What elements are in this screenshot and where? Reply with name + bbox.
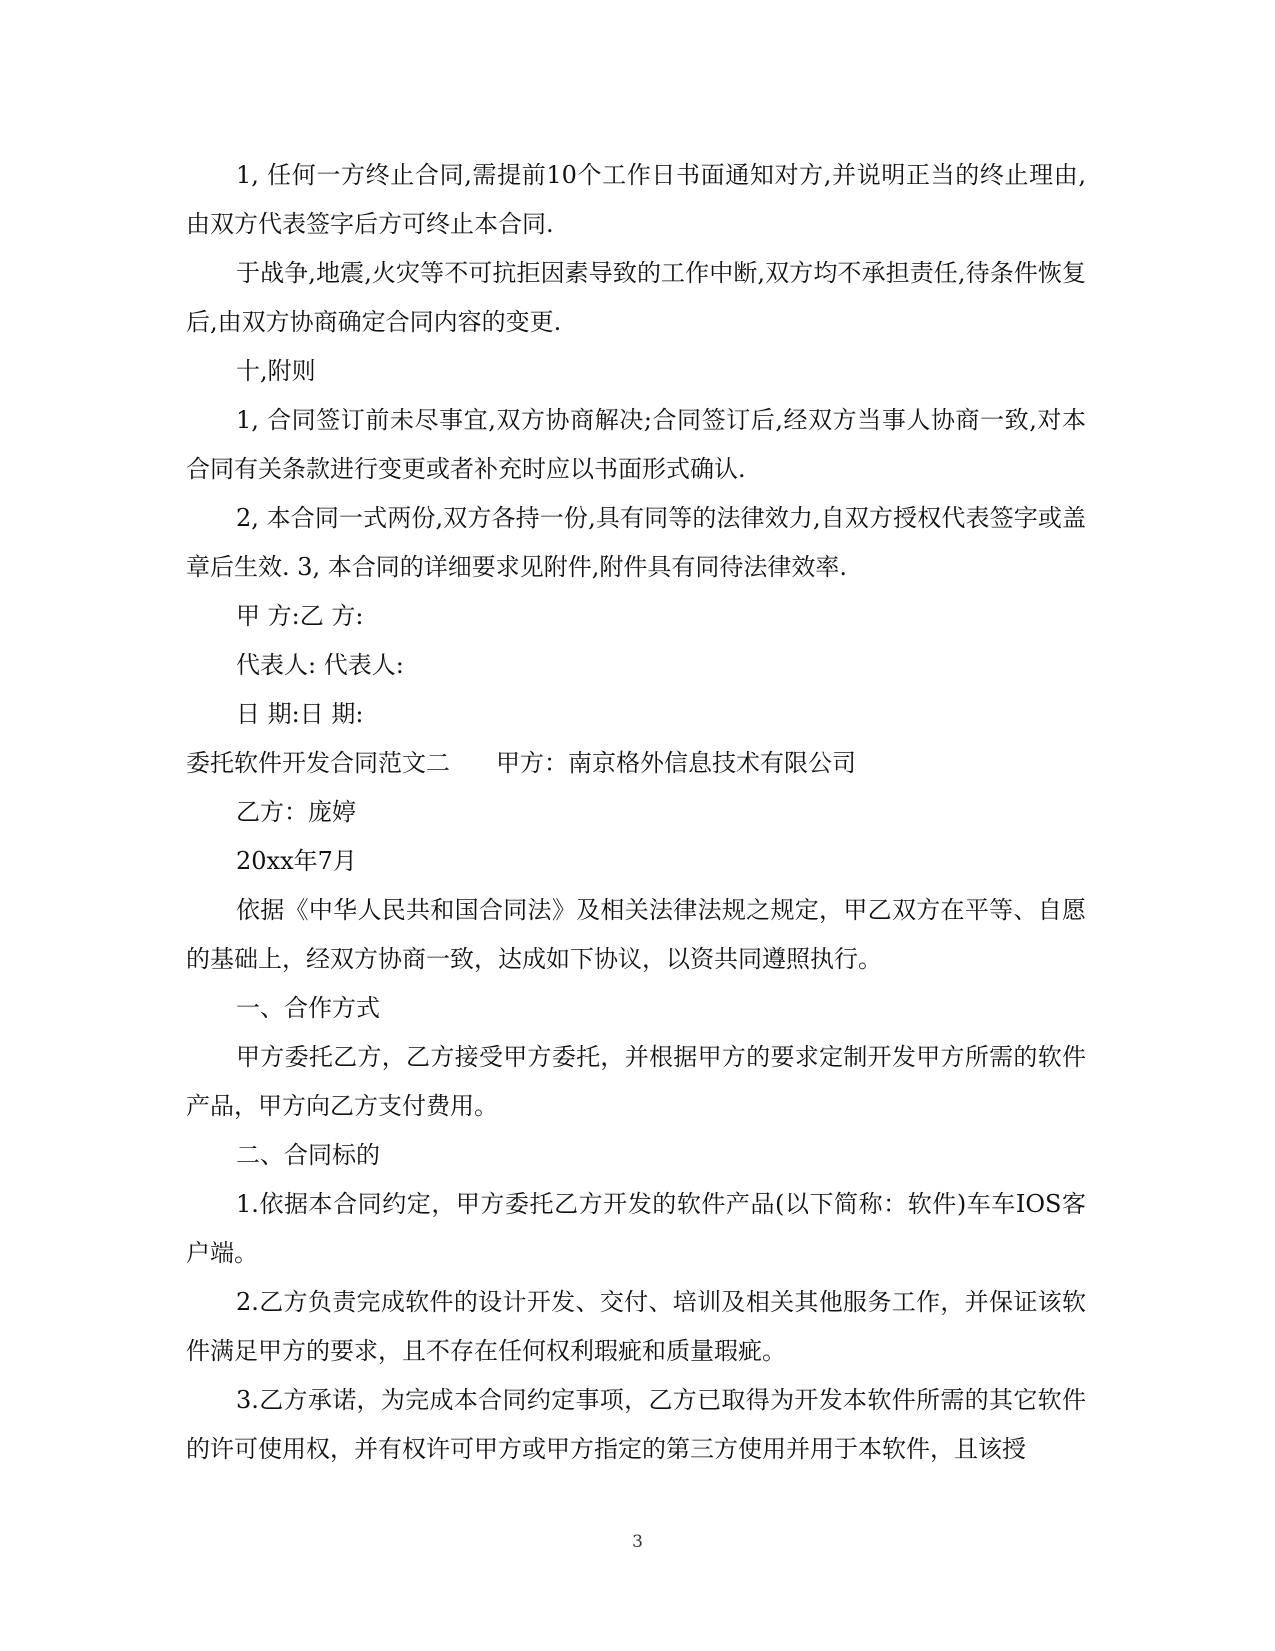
party-a-name: 甲方：南京格外信息技术有限公司 — [496, 749, 856, 777]
paragraph-unresolved-matters: 1, 合同签订前未尽事宜,双方协商解决;合同签订后,经双方当事人协商一致,对本合同有关条款进行变更或者补充时应以书面形式确认. — [186, 406, 1086, 483]
paragraph-copies-validity: 2, 本合同一式两份,双方各持一份,具有同等的法律效力,自双方授权代表签字或盖章后生效. 3, 本合同的详细要求见附件,附件具有同待法律效率. — [186, 504, 1086, 581]
party-b-name: 乙方：庞婷 — [236, 798, 356, 826]
paragraph-cooperation-method: 甲方委托乙方，乙方接受甲方委托，并根据甲方的要求定制开发甲方所需的软件产品，甲方向乙方支付费用。 — [186, 1043, 1086, 1120]
section-heading-cooperation: 一、合作方式 — [236, 994, 380, 1022]
contract-title: 委托软件开发合同范文二 — [186, 749, 450, 777]
section-heading-subject: 二、合同标的 — [236, 1141, 380, 1169]
paragraph-termination-notice: 1, 任何一方终止合同,需提前10个工作日书面通知对方,并说明正当的终止理由,由双方代表签字后方可终止本合同. — [186, 161, 1086, 238]
contract-date: 20xx年7月 — [236, 847, 357, 875]
section-heading-supplementary: 十,附则 — [236, 357, 316, 385]
signature-representative-line: 代表人: 代表人: — [236, 651, 404, 679]
document-body — [186, 151, 1086, 1474]
paragraph-subject-1: 1.依据本合同约定，甲方委托乙方开发的软件产品(以下简称：软件)车车IOS客户端。 — [186, 1190, 1086, 1267]
page-number: 3 — [632, 1532, 643, 1552]
paragraph-subject-3: 3.乙方承诺，为完成本合同约定事项，乙方已取得为开发本软件所需的其它软件的许可使用权，并有权许可甲方或甲方指定的第三方使用并用于本软件，且该授 — [186, 1386, 1086, 1463]
signature-parties-line: 甲 方:乙 方: — [236, 602, 364, 630]
paragraph-force-majeure: 于战争,地震,火灾等不可抗拒因素导致的工作中断,双方均不承担责任,待条件恢复后,由双方协商确定合同内容的变更. — [186, 259, 1086, 336]
contract-heading-line — [186, 739, 1086, 788]
paragraph-legal-basis: 依据《中华人民共和国合同法》及相关法律法规之规定，甲乙双方在平等、自愿的基础上，经双方协商一致，达成如下协议，以资共同遵照执行。 — [186, 896, 1086, 973]
paragraph-subject-2: 2.乙方负责完成软件的设计开发、交付、培训及相关其他服务工作，并保证该软件满足甲方的要求，且不存在任何权利瑕疵和质量瑕疵。 — [186, 1288, 1086, 1365]
signature-date-line: 日 期:日 期: — [236, 700, 364, 728]
